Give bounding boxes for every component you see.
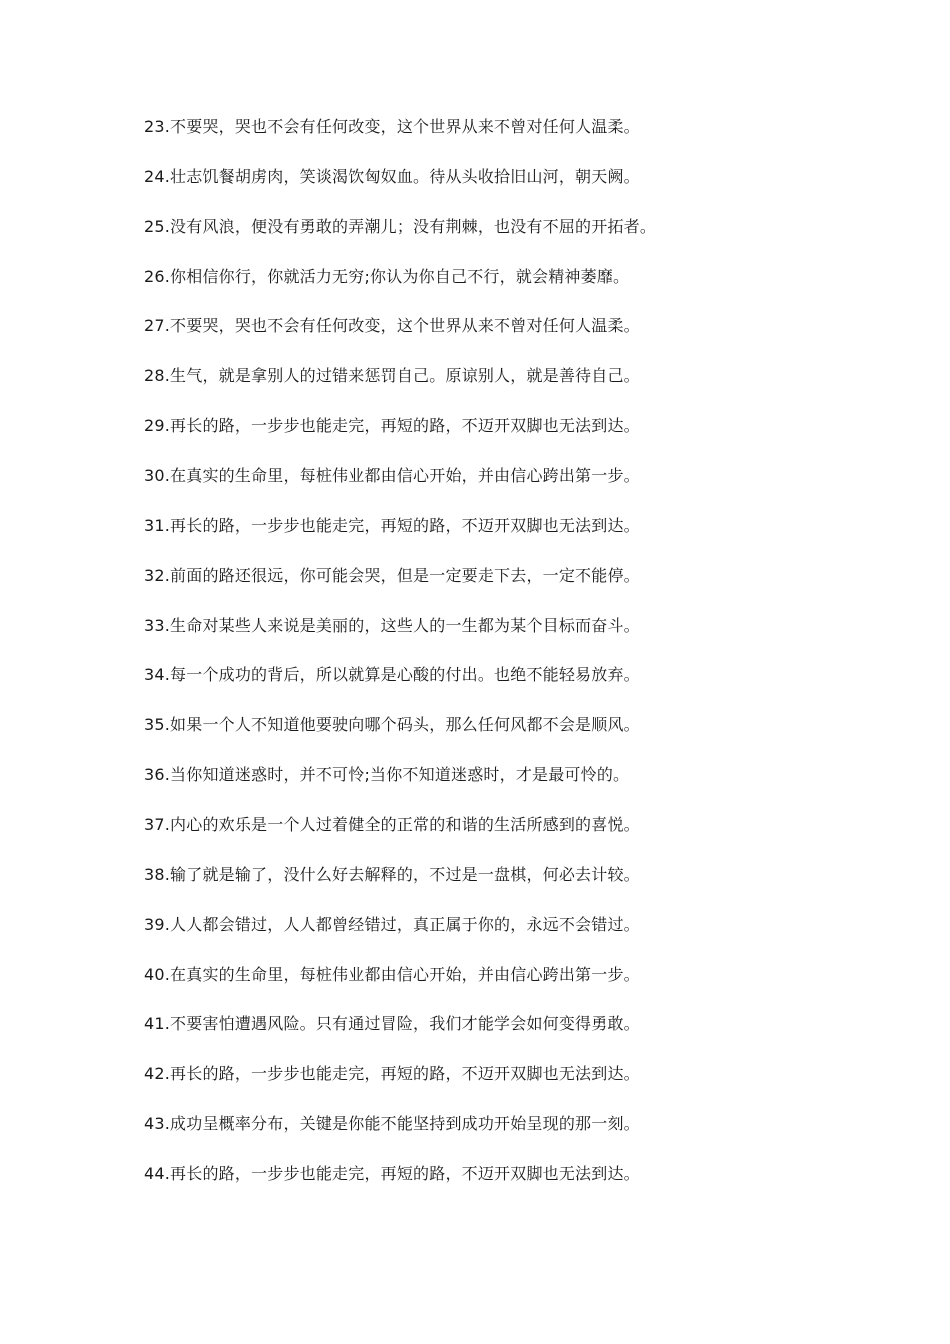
- quote-line: 27.不要哭，哭也不会有任何改变，这个世界从来不曾对任何人温柔。: [144, 316, 640, 336]
- quote-line: 23.不要哭，哭也不会有任何改变，这个世界从来不曾对任何人温柔。: [144, 117, 640, 136]
- quote-line: 33.生命对某些人来说是美丽的，这些人的一生都为某个目标而奋斗。: [144, 615, 640, 635]
- quote-line: 42.再长的路，一步步也能走完，再短的路，不迈开双脚也无法到达。: [144, 1064, 640, 1084]
- quote-line: 24.壮志饥餐胡虏肉，笑谈渴饮匈奴血。待从头收拾旧山河，朝天阙。: [144, 166, 640, 186]
- quote-line: 38.输了就是输了，没什么好去解释的，不过是一盘棋，何必去计较。: [144, 864, 640, 884]
- quote-line: 43.成功呈概率分布，关键是你能不能坚持到成功开始呈现的那一刻。: [144, 1114, 640, 1134]
- quote-line: 25.没有风浪，便没有勇敢的弄潮儿；没有荆棘，也没有不屈的开拓者。: [144, 216, 657, 236]
- quote-line: 32.前面的路还很远，你可能会哭，但是一定要走下去，一定不能停。: [144, 565, 640, 585]
- quote-line: 41.不要害怕遭遇风险。只有通过冒险，我们才能学会如何变得勇敢。: [144, 1014, 640, 1034]
- quote-line: 28.生气，就是拿别人的过错来惩罚自己。原谅别人，就是善待自己。: [144, 366, 640, 386]
- quote-list: [144, 112, 656, 1209]
- quote-line: 26.你相信你行，你就活力无穷;你认为你自己不行，就会精神萎靡。: [144, 266, 630, 286]
- quote-line: 35.如果一个人不知道他要驶向哪个码头，那么任何风都不会是顺风。: [144, 715, 640, 735]
- quote-line: 30.在真实的生命里，每桩伟业都由信心开始，并由信心跨出第一步。: [144, 466, 640, 486]
- quote-line: 36.当你知道迷惑时，并不可怜;当你不知道迷惑时，才是最可怜的。: [144, 765, 630, 785]
- quote-line: 34.每一个成功的背后，所以就算是心酸的付出。也绝不能轻易放弃。: [144, 665, 640, 685]
- quote-line: 37.内心的欢乐是一个人过着健全的正常的和谐的生活所感到的喜悦。: [144, 815, 640, 835]
- quote-line: 39.人人都会错过，人人都曾经错过，真正属于你的，永远不会错过。: [144, 914, 640, 934]
- quote-line: 44.再长的路，一步步也能走完，再短的路，不迈开双脚也无法到达。: [144, 1164, 640, 1184]
- quote-line: 31.再长的路，一步步也能走完，再短的路，不迈开双脚也无法到达。: [144, 515, 640, 535]
- quote-line: 29.再长的路，一步步也能走完，再短的路，不迈开双脚也无法到达。: [144, 416, 640, 436]
- quote-line: 40.在真实的生命里，每桩伟业都由信心开始，并由信心跨出第一步。: [144, 964, 640, 984]
